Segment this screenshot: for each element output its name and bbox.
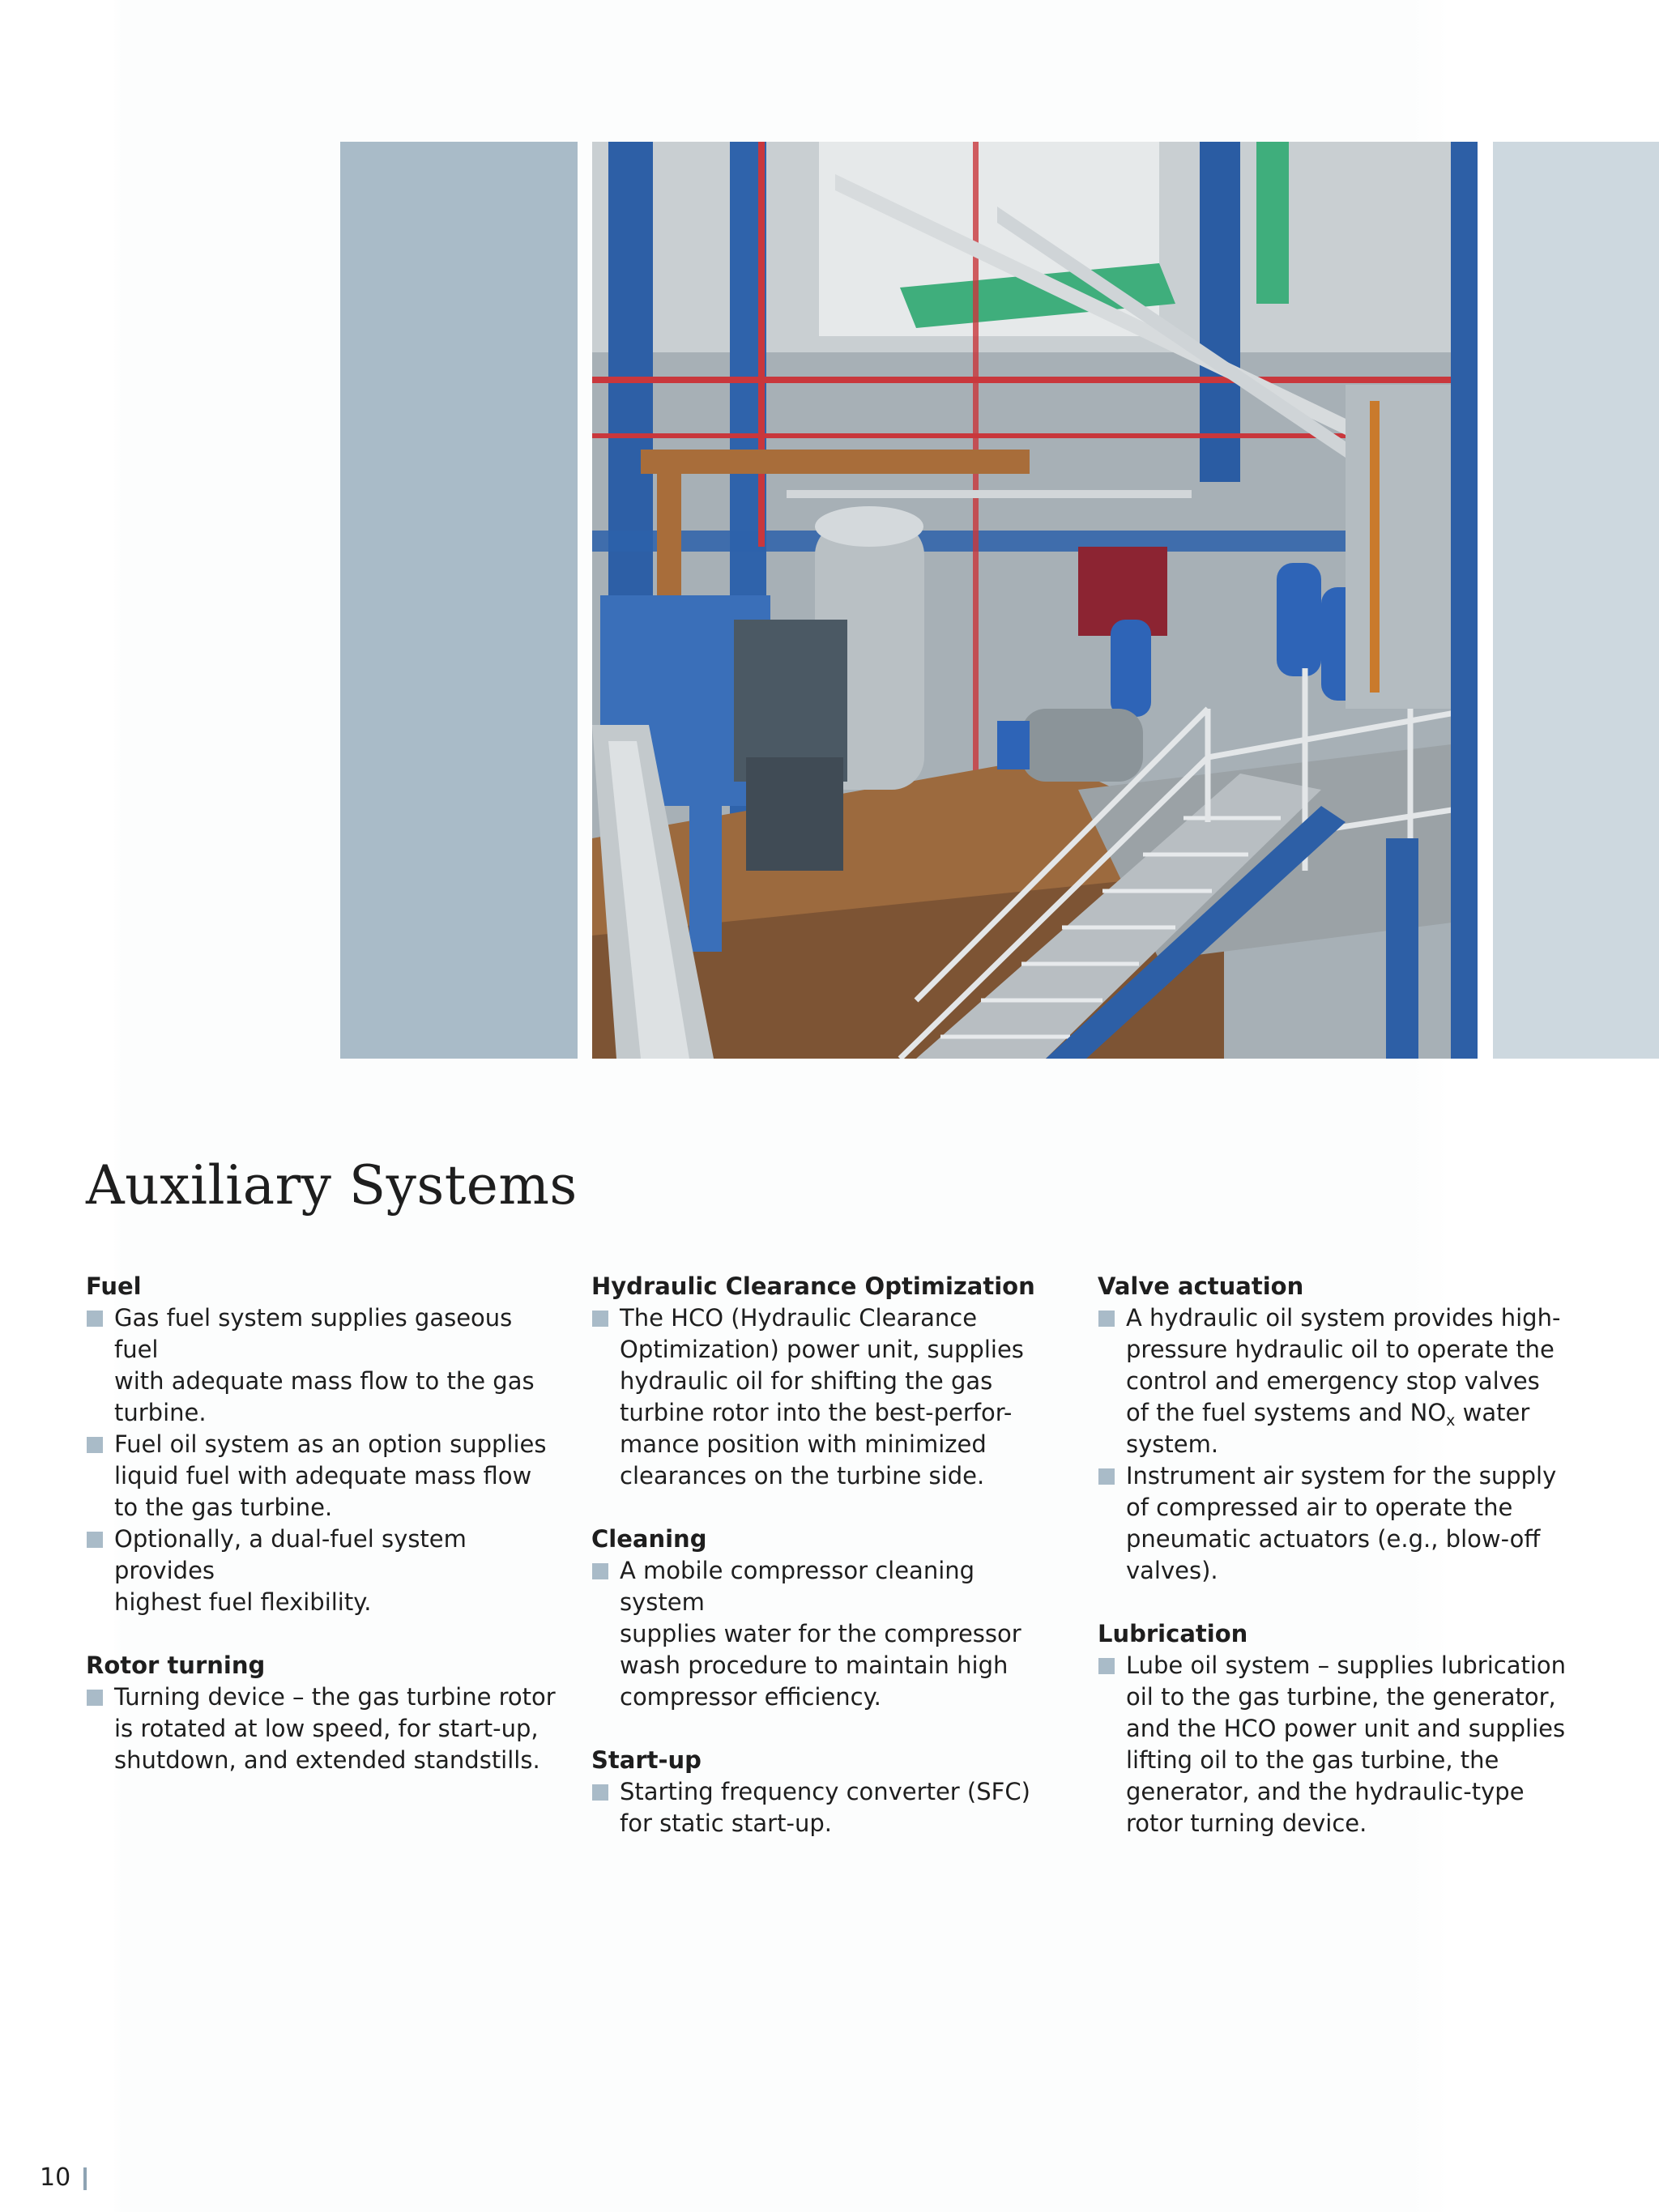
bullet-text-continued: water system. <box>1126 1399 1530 1458</box>
text-column-1 <box>86 1271 556 1808</box>
bullet-text: Optionally, a dual-fuel system provides highest fuel flexibility. <box>114 1525 467 1616</box>
auxiliary-systems-photo <box>592 142 1478 1059</box>
section-cleaning <box>591 1524 1061 1713</box>
square-bullet-icon <box>87 1690 103 1706</box>
bullet-item <box>1098 1302 1567 1460</box>
bullet-text: Fuel oil system as an option supplies liquid fuel with adequate mass flow to the gas turbine. <box>114 1430 547 1521</box>
bullet-item <box>86 1681 556 1776</box>
section-heading: Lubrication <box>1098 1620 1248 1647</box>
section-heading: Start-up <box>591 1746 702 1774</box>
bullet-text: Instrument air system for the supply of compressed air to operate the pneumatic actuators (e.g., blow-off valves). <box>1126 1462 1557 1584</box>
bullet-item <box>591 1776 1061 1839</box>
section-heading: Valve actuation <box>1098 1272 1304 1300</box>
page-title: Auxiliary Systems <box>86 1154 578 1217</box>
decorative-color-block-right <box>1493 142 1659 1059</box>
square-bullet-icon <box>592 1311 608 1327</box>
decorative-color-block-left <box>340 142 578 1059</box>
subscript-x: x <box>1446 1412 1456 1430</box>
bullet-item <box>591 1555 1061 1713</box>
square-bullet-icon <box>1098 1658 1115 1674</box>
bullet-item <box>591 1302 1061 1492</box>
bullet-item <box>86 1429 556 1524</box>
square-bullet-icon <box>87 1532 103 1548</box>
section-heading: Cleaning <box>591 1525 707 1553</box>
bullet-text: A mobile compressor cleaning system supplies water for the compressor wash procedure to maintain high compressor efficiency. <box>620 1557 1021 1711</box>
section-valve-actuation <box>1098 1271 1567 1587</box>
plant-machinery-illustration <box>592 142 1478 1059</box>
bullet-text: Turning device – the gas turbine rotor is rotated at low speed, for start-up, shutdown, and extended standstills. <box>114 1683 556 1774</box>
bullet-text: A hydraulic oil system provides high- pressure hydraulic oil to operate the control and emergency stop valves of the fuel systems and NO <box>1126 1304 1561 1426</box>
section-heading: Fuel <box>86 1272 142 1300</box>
bullet-item <box>1098 1460 1567 1587</box>
bullet-item <box>86 1302 556 1429</box>
square-bullet-icon <box>1098 1468 1115 1485</box>
text-column-3 <box>1098 1271 1567 1871</box>
bullet-text: Gas fuel system supplies gaseous fuel with adequate mass flow to the gas turbine. <box>114 1304 535 1426</box>
section-heading: Rotor turning <box>86 1652 266 1679</box>
bullet-text: Lube oil system – supplies lubrication oil to the gas turbine, the generator, and the HCO power unit and supplies lifting oil to the gas turbine, the generator, and the hydraulic-type rotor turning device. <box>1126 1652 1567 1837</box>
bullet-item <box>86 1524 556 1618</box>
page-number: 10 <box>40 2163 71 2192</box>
section-fuel <box>86 1271 556 1618</box>
square-bullet-icon <box>87 1437 103 1453</box>
section-heading: Hydraulic Clearance Optimization <box>591 1272 1035 1300</box>
bullet-item <box>1098 1650 1567 1839</box>
square-bullet-icon <box>1098 1311 1115 1327</box>
section-start-up <box>591 1745 1061 1839</box>
section-lubrication <box>1098 1618 1567 1839</box>
section-hydraulic-clearance-optimization <box>591 1271 1061 1492</box>
square-bullet-icon <box>592 1563 608 1579</box>
page-number-divider <box>83 2167 87 2190</box>
square-bullet-icon <box>592 1784 608 1801</box>
bullet-text: The HCO (Hydraulic Clearance Optimization) power unit, supplies hydraulic oil for shifting the gas turbine rotor into the best-perfor- mance position with minimized clearances on the turbine side. <box>620 1304 1024 1490</box>
section-rotor-turning <box>86 1650 556 1776</box>
square-bullet-icon <box>87 1311 103 1327</box>
bullet-text: Starting frequency converter (SFC) for static start-up. <box>620 1778 1030 1837</box>
text-column-2 <box>591 1271 1061 1871</box>
